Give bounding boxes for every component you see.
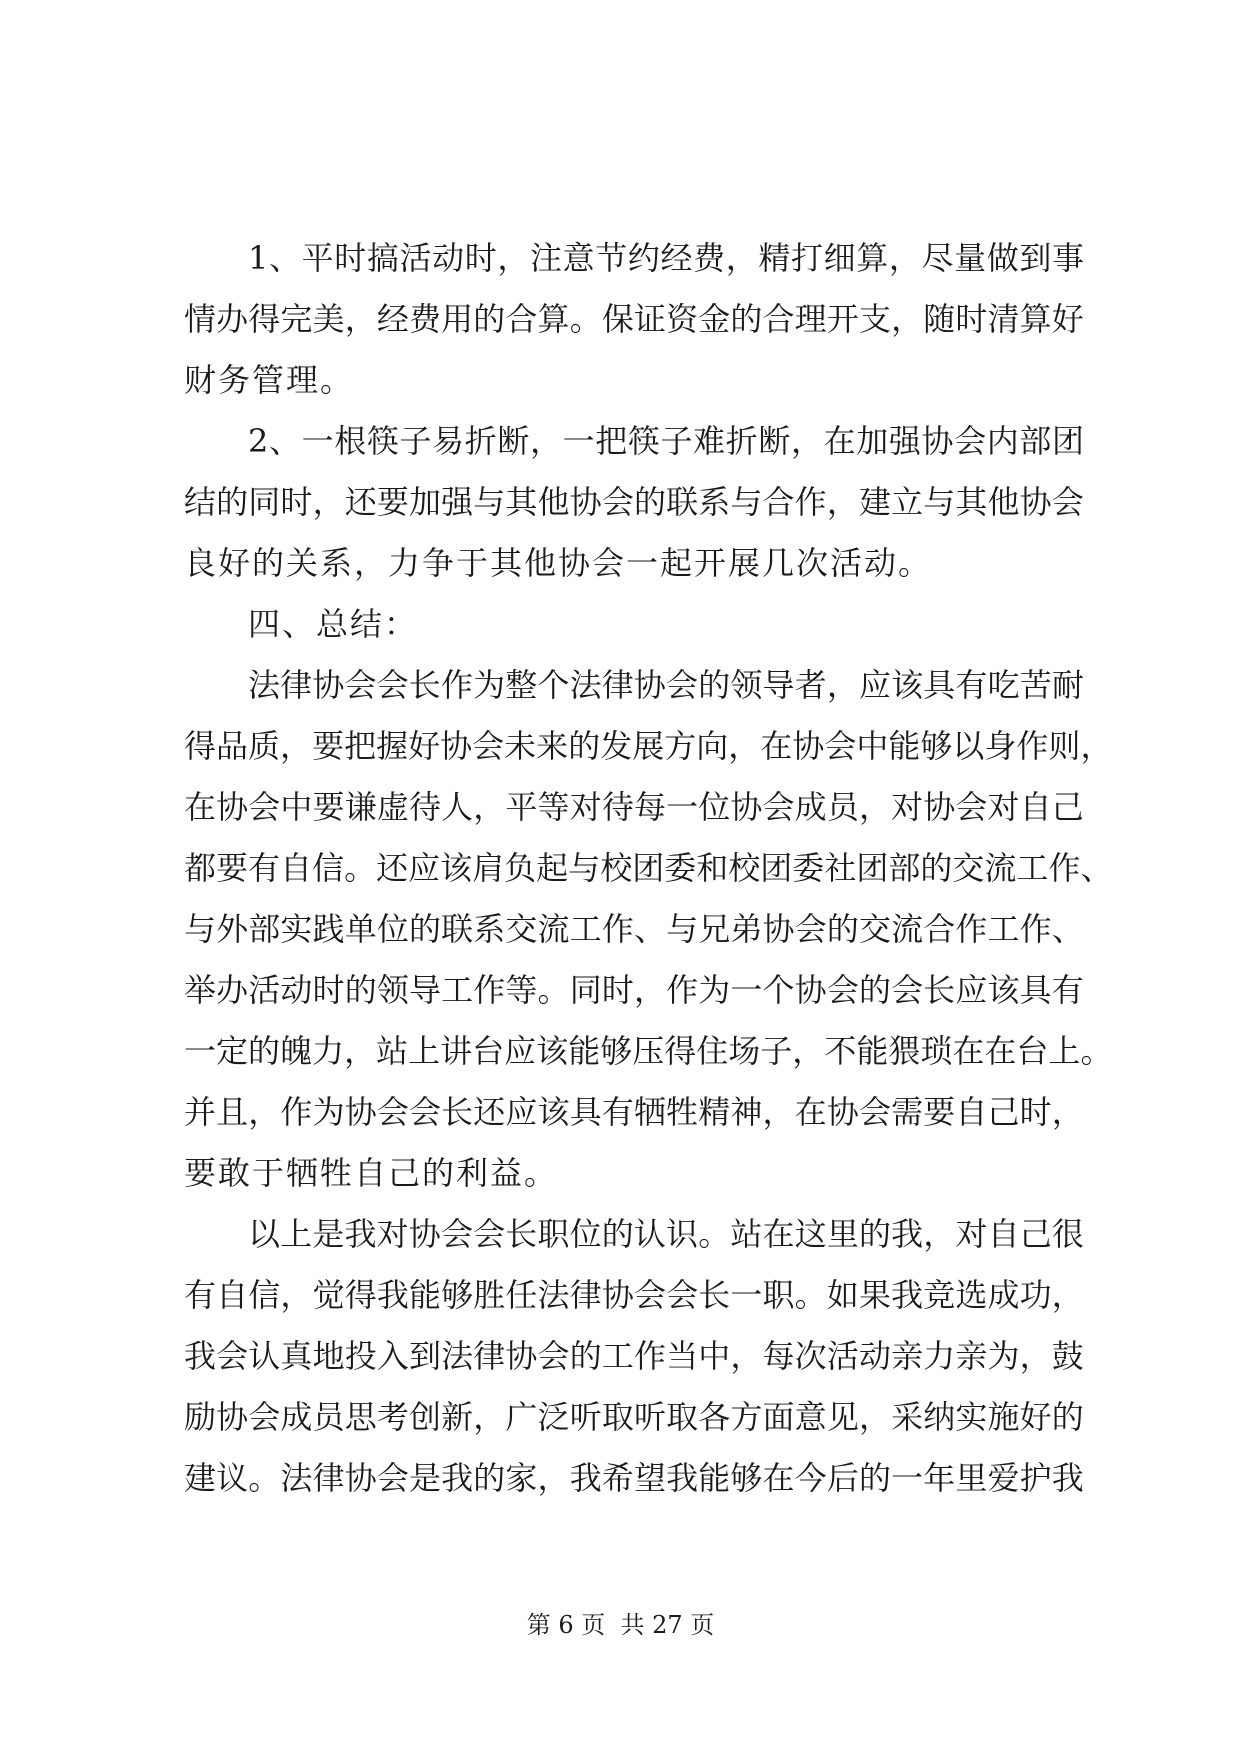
paragraph <box>184 1204 1084 1509</box>
text-line: 一 定 的 魄 力 ， 站 上 讲 台 应 该 能 够 压 得 住 场 子 ， 不 能 猥 琐 在 在 台 上 。 <box>184 1032 1113 1070</box>
page-footer <box>0 1610 1241 1640</box>
section-heading <box>184 594 1084 655</box>
text-line: 我 会 认 真 地 投 入 到 法 律 协 会 的 工 作 当 中 ， 每 次 活 动 亲 力 亲 为 ， 鼓 <box>184 1337 1084 1375</box>
text-line: 励 协 会 成 员 思 考 创 新 ， 广 泛 听 取 听 取 各 方 面 意 见 ， 采 纳 实 施 好 的 <box>184 1398 1084 1436</box>
text-line: 要敢于牺牲自己的利益。 <box>184 1154 559 1192</box>
heading-line: 四、总结： <box>248 605 419 643</box>
paragraph <box>184 655 1113 1204</box>
text-line: 都 要 有 自 信 。 还 应 该 肩 负 起 与 校 团 委 和 校 团 委 社 团 部 的 交 流 工 作 、 <box>184 849 1113 887</box>
text-line: 在 协 会 中 要 谦 虚 待 人 ， 平 等 对 待 每 一 位 协 会 成 员 ， 对 协 会 对 自 己 <box>184 788 1084 826</box>
text-line: 建 议 。 法 律 协 会 是 我 的 家 ， 我 希 望 我 能 够 在 今 后 的 一 年 里 爱 护 我 <box>184 1459 1084 1497</box>
text-line: 情 办 得 完 美 ， 经 费 用 的 合 算 。 保 证 资 金 的 合 理 开 支 ， 随 时 清 算 好 <box>184 300 1084 338</box>
text-line: 1 、 平 时 搞 活 动 时 ， 注 意 节 约 经 费 ， 精 打 细 算 ， 尽 量 做 到 事 <box>248 239 1084 277</box>
text-line: 良好的关系，力争于其他协会一起开展几次活动。 <box>184 544 933 582</box>
text-line: 法 律 协 会 会 长 作 为 整 个 法 律 协 会 的 领 导 者 ， 应 该 具 有 吃 苦 耐 <box>248 666 1084 704</box>
text-line: 并 且 ， 作 为 协 会 会 长 还 应 该 具 有 牺 牲 精 神 ， 在 协 会 需 要 自 己 时 ， <box>184 1093 1084 1131</box>
paragraph <box>184 228 1084 411</box>
text-line: 财务管理。 <box>184 361 355 399</box>
text-line: 结 的 同 时 ， 还 要 加 强 与 其 他 协 会 的 联 系 与 合 作 ， 建 立 与 其 他 协 会 <box>184 483 1084 521</box>
text-line: 以 上 是 我 对 协 会 会 长 职 位 的 认 识 。 站 在 这 里 的 我 ， 对 自 己 很 <box>248 1215 1084 1253</box>
page-number-label: 第 6 页 共 27 页 <box>526 1611 715 1639</box>
paragraph <box>184 411 1084 594</box>
text-line: 2 、 一 根 筷 子 易 折 断 ， 一 把 筷 子 难 折 断 ， 在 加 强 协 会 内 部 团 <box>248 422 1084 460</box>
document-body <box>184 228 1113 1509</box>
text-line: 有 自 信 ， 觉 得 我 能 够 胜 任 法 律 协 会 会 长 一 职 。 如 果 我 竞 选 成 功 ， <box>184 1276 1084 1314</box>
text-line: 与 外 部 实 践 单 位 的 联 系 交 流 工 作 、 与 兄 弟 协 会 的 交 流 合 作 工 作 、 <box>184 910 1084 948</box>
text-line: 举 办 活 动 时 的 领 导 工 作 等 。 同 时 ， 作 为 一 个 协 会 的 会 长 应 该 具 有 <box>184 971 1084 1009</box>
text-line: 得 品 质 ， 要 把 握 好 协 会 未 来 的 发 展 方 向 ， 在 协 会 中 能 够 以 身 作 则 ， <box>184 727 1113 765</box>
